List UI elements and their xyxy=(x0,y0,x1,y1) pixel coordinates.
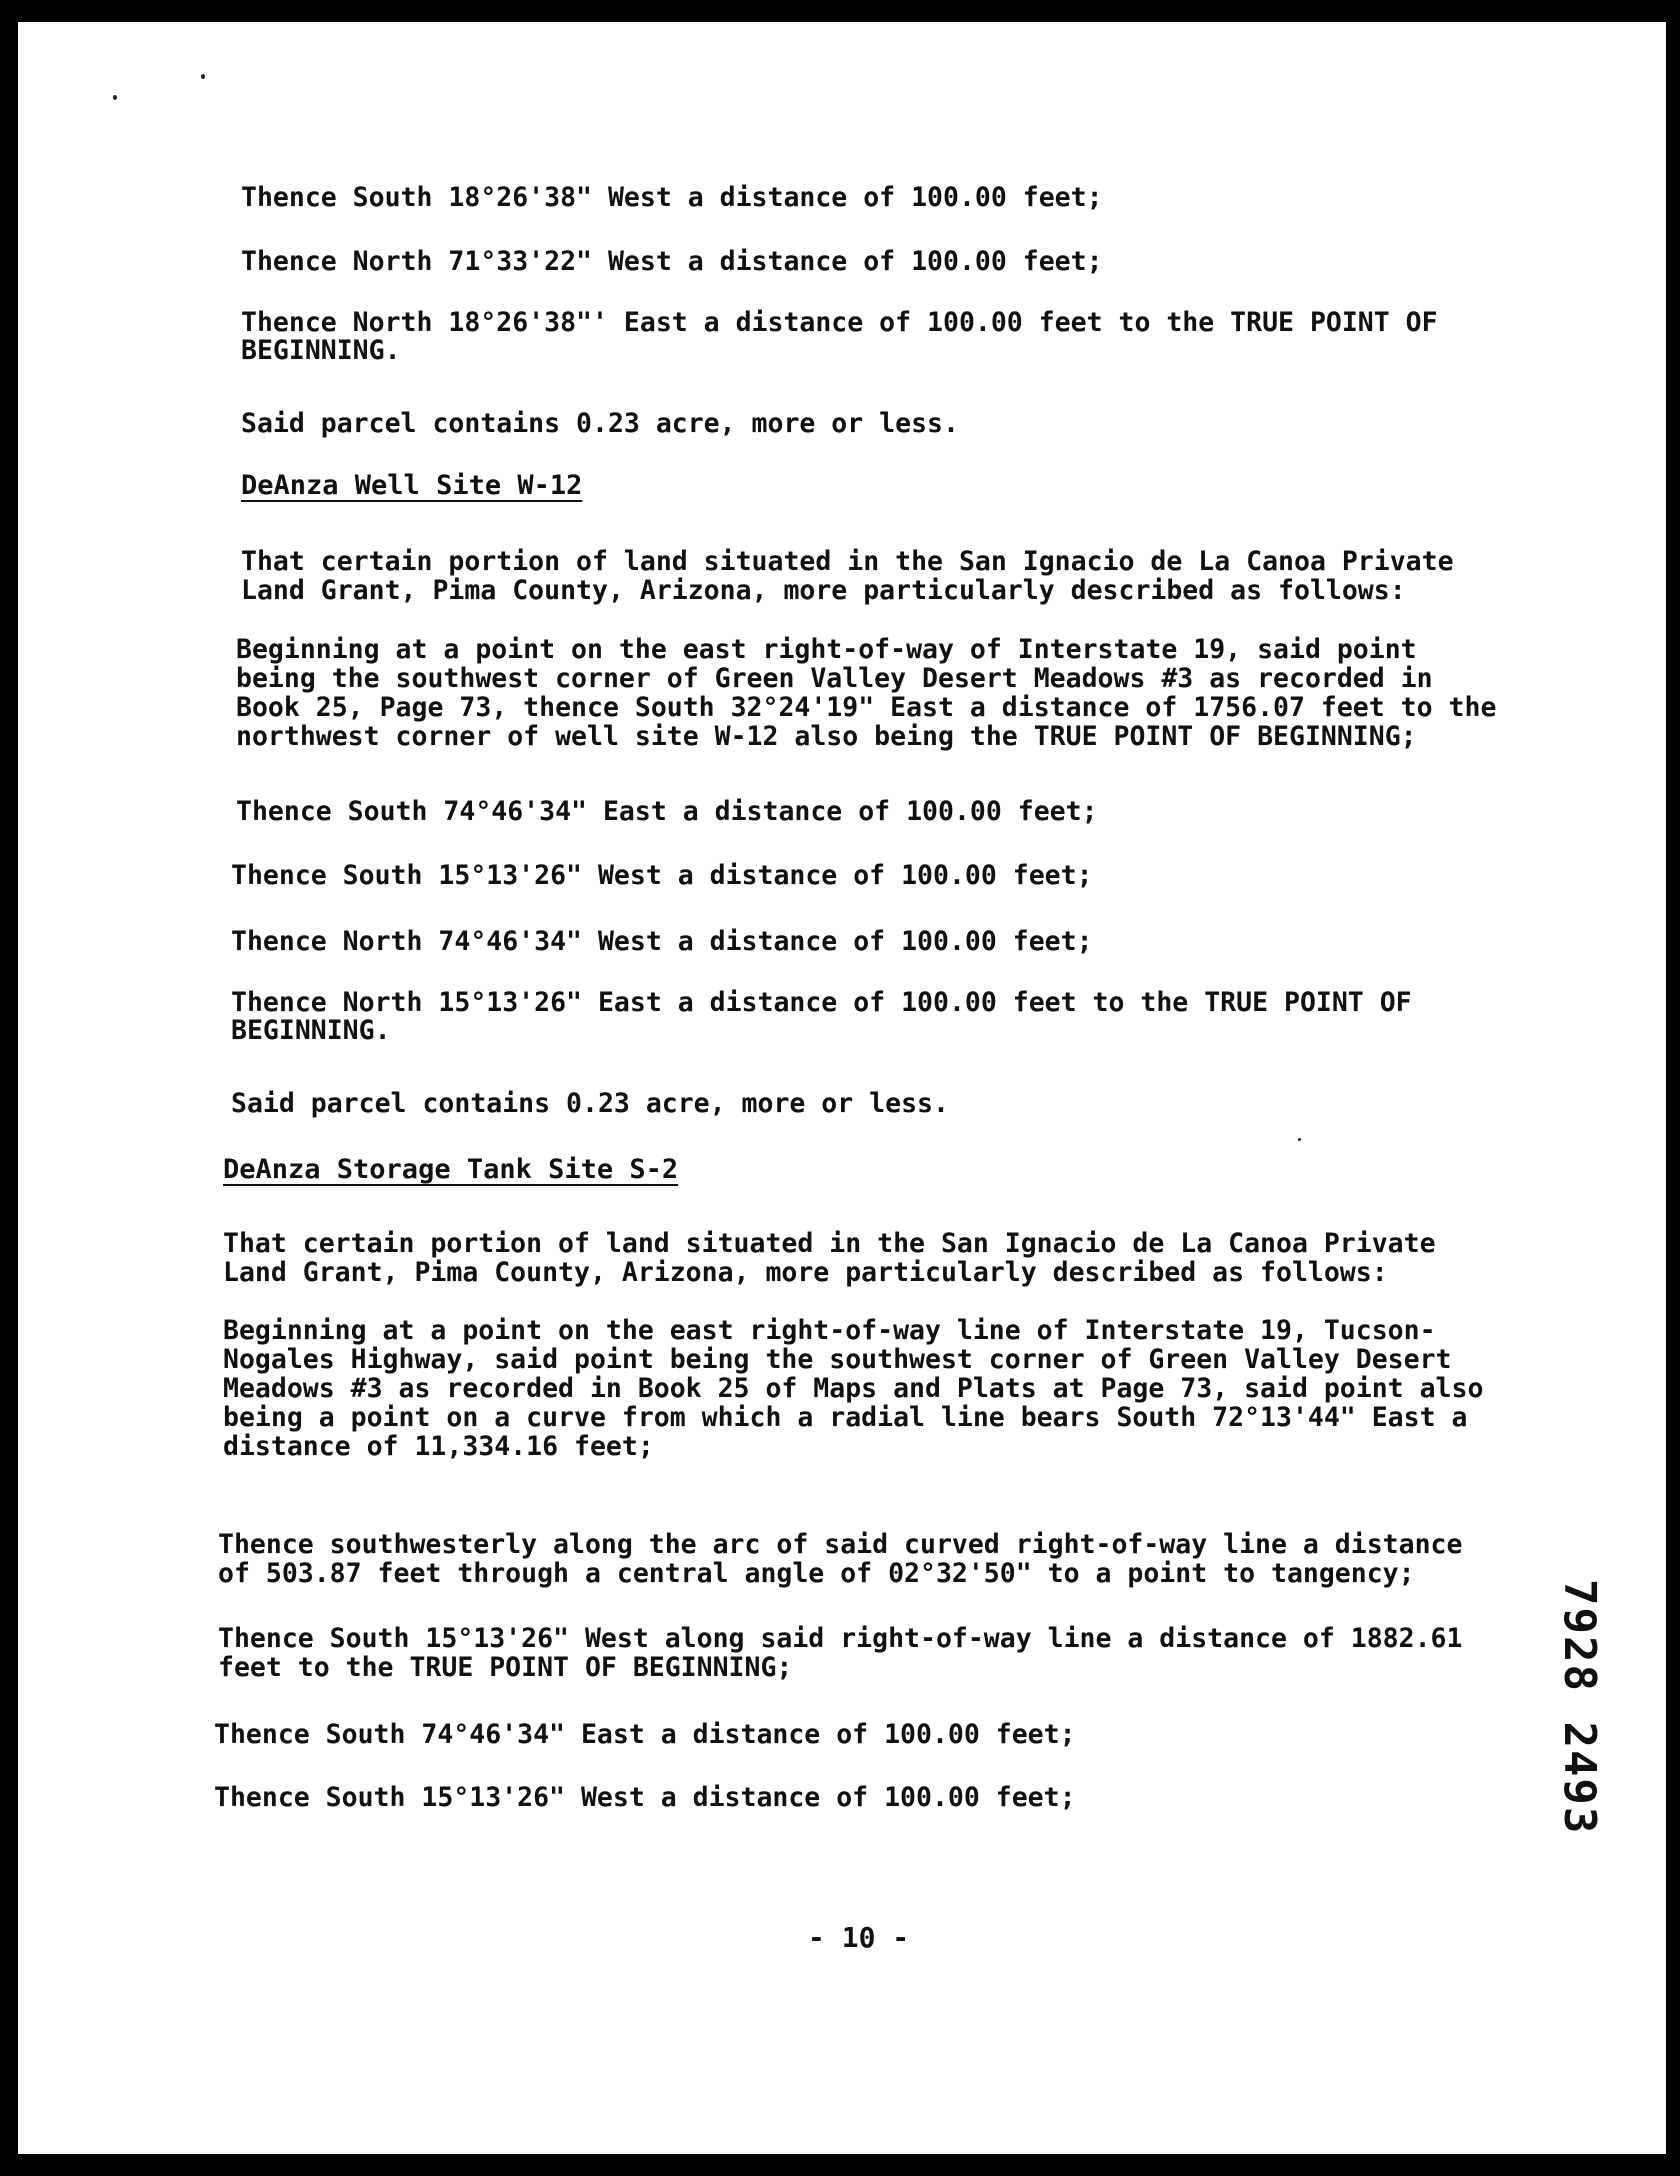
paragraph-bearing xyxy=(241,309,1438,365)
paragraph-bearing xyxy=(218,1624,1462,1682)
text-line: Thence North 71°33'22" West a distance of 100.00 feet; xyxy=(241,246,1103,277)
paragraph-beginning xyxy=(223,1316,1483,1461)
text-line: Said parcel contains 0.23 acre, more or less. xyxy=(241,408,959,439)
text-line: Thence North 74°46'34" West a distance of 100.00 feet; xyxy=(231,926,1093,957)
paragraph-parcel-area xyxy=(241,408,959,439)
text-line: BEGINNING. xyxy=(241,335,401,366)
text-line: Thence South 74°46'34" East a distance of 100.00 feet; xyxy=(236,796,1098,827)
paragraph-arc xyxy=(218,1530,1462,1588)
text-line: Thence South 15°13'26" West a distance of 100.00 feet; xyxy=(214,1782,1076,1813)
paragraph-bearing xyxy=(214,1782,1076,1813)
text-line: Beginning at a point on the east right-of-way of Interstate 19, said point xyxy=(236,634,1417,665)
section-heading-well-site: DeAnza Well Site W-12 xyxy=(241,470,583,501)
paragraph-bearing xyxy=(241,246,1103,277)
text-line: feet to the TRUE POINT OF BEGINNING; xyxy=(218,1652,793,1683)
text-line: Book 25, Page 73, thence South 32°24'19" East a distance of 1756.07 feet to the xyxy=(236,692,1497,723)
text-line: Land Grant, Pima County, Arizona, more particularly described as follows: xyxy=(223,1257,1388,1288)
text-line: Thence South 15°13'26" West along said right-of-way line a distance of 1882.61 xyxy=(218,1623,1463,1654)
paragraph-bearing xyxy=(241,182,1103,213)
docket-number: 7928 2493 xyxy=(1554,1579,1605,1836)
text-line: Thence South 15°13'26" West a distance of 100.00 feet; xyxy=(231,860,1093,891)
text-line: Thence South 74°46'34" East a distance of 100.00 feet; xyxy=(214,1719,1076,1750)
text-line: of 503.87 feet through a central angle of 02°32'50" to a point to tangency; xyxy=(218,1558,1415,1589)
text-line: Thence South 18°26'38" West a distance of 100.00 feet; xyxy=(241,182,1103,213)
paragraph-bearing xyxy=(231,926,1093,957)
paragraph-bearing xyxy=(236,796,1098,827)
text-line: Nogales Highway, said point being the southwest corner of Green Valley Desert xyxy=(223,1344,1452,1375)
text-line: BEGINNING. xyxy=(231,1015,391,1046)
text-line: distance of 11,334.16 feet; xyxy=(223,1431,654,1462)
text-line: Thence southwesterly along the arc of said curved right-of-way line a distance xyxy=(218,1529,1463,1560)
text-line: being the southwest corner of Green Valley Desert Meadows #3 as recorded in xyxy=(236,663,1433,694)
text-line: Thence North 15°13'26" East a distance of 100.00 feet to the TRUE POINT OF xyxy=(231,987,1412,1018)
text-line: That certain portion of land situated in the San Ignacio de La Canoa Private xyxy=(223,1228,1436,1259)
margin-stamp xyxy=(1554,1579,1605,1979)
paragraph-bearing xyxy=(214,1719,1076,1750)
text-line: Land Grant, Pima County, Arizona, more particularly described as follows: xyxy=(241,575,1406,606)
scan-speck xyxy=(113,95,117,100)
scan-speck xyxy=(1298,1138,1301,1141)
paragraph-beginning xyxy=(236,635,1496,751)
paragraph-land-description xyxy=(223,1229,1436,1287)
text-line: Thence North 18°26'38"' East a distance of 100.00 feet to the TRUE POINT OF xyxy=(241,307,1438,338)
text-line: That certain portion of land situated in the San Ignacio de La Canoa Private xyxy=(241,546,1454,577)
paragraph-bearing xyxy=(231,989,1412,1045)
text-line: Beginning at a point on the east right-of-way line of Interstate 19, Tucson- xyxy=(223,1315,1436,1346)
text-line: Meadows #3 as recorded in Book 25 of Maps and Plats at Page 73, said point also xyxy=(223,1373,1484,1404)
text-line: Said parcel contains 0.23 acre, more or less. xyxy=(231,1088,949,1119)
paragraph-land-description xyxy=(241,547,1454,605)
paragraph-parcel-area xyxy=(231,1088,949,1119)
text-line: northwest corner of well site W-12 also being the TRUE POINT OF BEGINNING; xyxy=(236,721,1417,752)
paragraph-bearing xyxy=(231,860,1093,891)
section-heading-storage-tank-site: DeAnza Storage Tank Site S-2 xyxy=(223,1154,679,1185)
document-page xyxy=(18,22,1666,2154)
text-line: being a point on a curve from which a radial line bears South 72°13'44" East a xyxy=(223,1402,1468,1433)
scan-speck xyxy=(201,74,205,79)
page-number: - 10 - xyxy=(808,1921,910,1954)
